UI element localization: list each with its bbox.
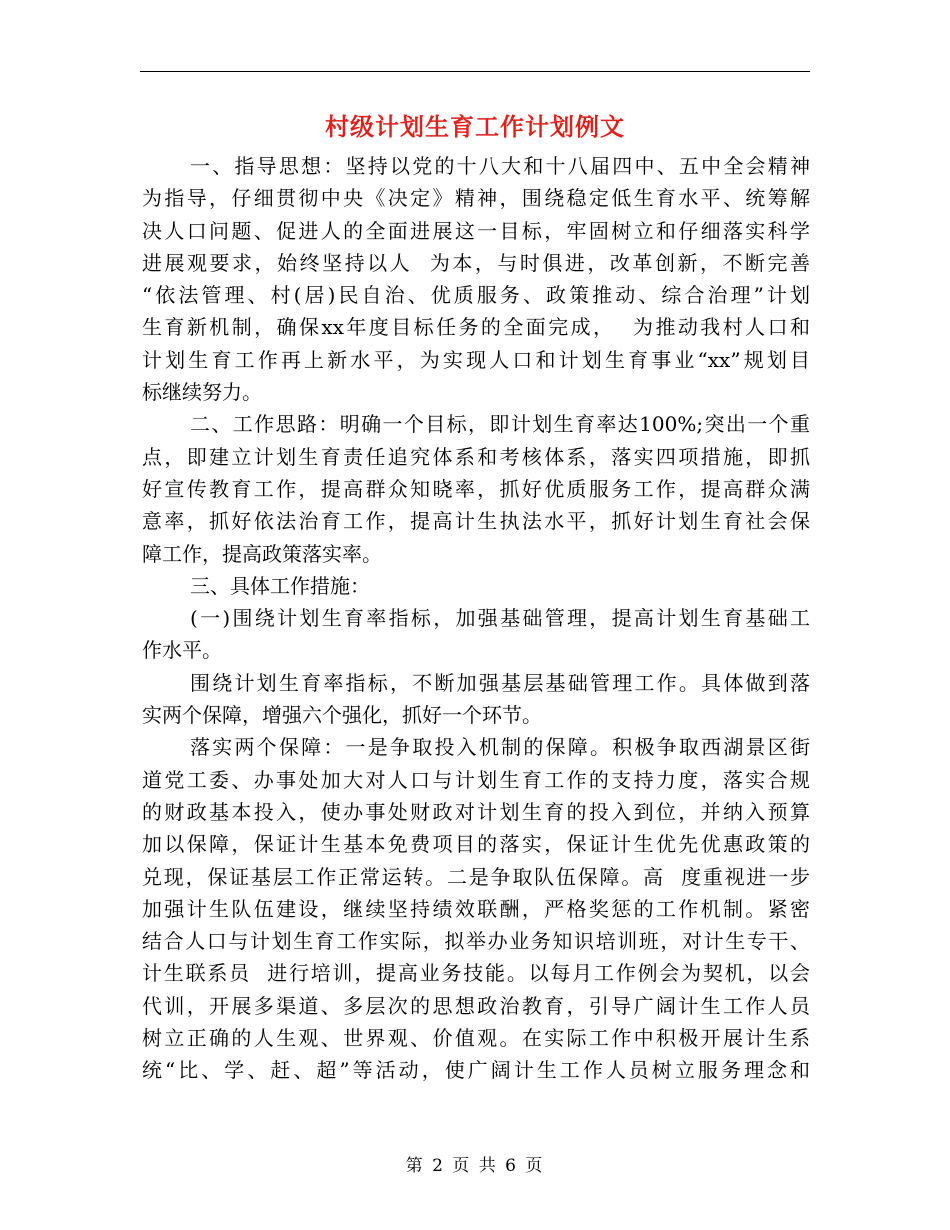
paragraph-line: 作水平。 — [142, 638, 222, 663]
paragraph-line: 计划生育工作再上新水平，为实现人口和计划生育事业“xx”规划目 — [142, 347, 810, 372]
paragraph-line: 点，即建立计划生育责任追究体系和考核体系，落实四项措施，即抓 — [142, 444, 810, 469]
paragraph-line: 统“比、学、赶、超”等活动，使广阔计生工作人员树立服务理念和 — [142, 1058, 810, 1083]
paragraph-line: “依法管理、村(居)民自治、优质服务、政策推动、综合治理”计划 — [142, 283, 810, 308]
paragraph-line: 代训，开展多渠道、多层次的思想政治教育，引导广阔计生工作人员 — [142, 993, 810, 1018]
document-body — [142, 150, 810, 1087]
paragraph-line: 障工作，提高政策落实率。 — [142, 541, 382, 566]
paragraph-line: 围绕计划生育率指标，不断加强基层基础管理工作。具体做到落 — [190, 670, 810, 695]
paragraph-line: 生育新机制，确保xx年度目标任务的全面完成， 为推动我村人口和 — [142, 315, 810, 340]
paragraph-line: (一)围绕计划生育率指标，加强基础管理，提高计划生育基础工 — [190, 606, 810, 631]
paragraph-line: 实两个保障，增强六个强化，抓好一个环节。 — [142, 703, 542, 728]
paragraph-line: 好宣传教育工作，提高群众知晓率，抓好优质服务工作，提高群众满 — [142, 476, 810, 501]
paragraph-line: 结合人口与计划生育工作实际，拟举办业务知识培训班，对计生专干、 — [142, 929, 810, 954]
page-number: 第 2 页 共 6 页 — [405, 1156, 545, 1176]
paragraph-line: 的财政基本投入，使办事处财政对计划生育的投入到位，并纳入预算 — [142, 799, 810, 824]
header-rule — [140, 71, 810, 72]
paragraph-line: 树立正确的人生观、世界观、价值观。在实际工作中积极开展计生系 — [142, 1026, 810, 1051]
paragraph-line: 一、指导思想：坚持以党的十八大和十八届四中、五中全会精神 — [190, 154, 810, 178]
paragraph-line: 道党工委、办事处加大对人口与计划生育工作的支持力度，落实合规 — [142, 767, 810, 792]
paragraph-line: 加强计生队伍建设，继续坚持绩效联酬，严格奖惩的工作机制。紧密 — [142, 896, 810, 921]
paragraph-line: 二、工作思路：明确一个目标，即计划生育率达100%;突出一个重 — [190, 412, 810, 437]
paragraph-line: 计生联系员 进行培训，提高业务技能。以每月工作例会为契机，以会 — [142, 961, 810, 986]
paragraph-line: 决人口问题、促进人的全面进展这一目标，牢固树立和仔细落实科学 — [142, 218, 810, 243]
section-heading: 三、具体工作措施： — [190, 573, 370, 598]
paragraph-line: 兑现，保证基层工作正常运转。二是争取队伍保障。高 度重视进一步 — [142, 864, 810, 889]
paragraph-line: 进展观要求，始终坚持以人 为本，与时俱进，改革创新，不断完善 — [142, 250, 810, 275]
paragraph-line: 意率，抓好依法治育工作，提高计生执法水平，抓好计划生育社会保 — [142, 509, 810, 534]
document-title: 村级计划生育工作计划例文 — [325, 112, 625, 141]
paragraph-line: 为指导，仔细贯彻中央《决定》精神，围绕稳定低生育水平、统筹解 — [142, 186, 810, 211]
paragraph-line: 落实两个保障：一是争取投入机制的保障。积极争取西湖景区街 — [190, 735, 810, 760]
paragraph-line: 加以保障，保证计生基本免费项目的落实，保证计生优先优惠政策的 — [142, 832, 810, 857]
paragraph-line: 标继续努力。 — [142, 380, 262, 405]
